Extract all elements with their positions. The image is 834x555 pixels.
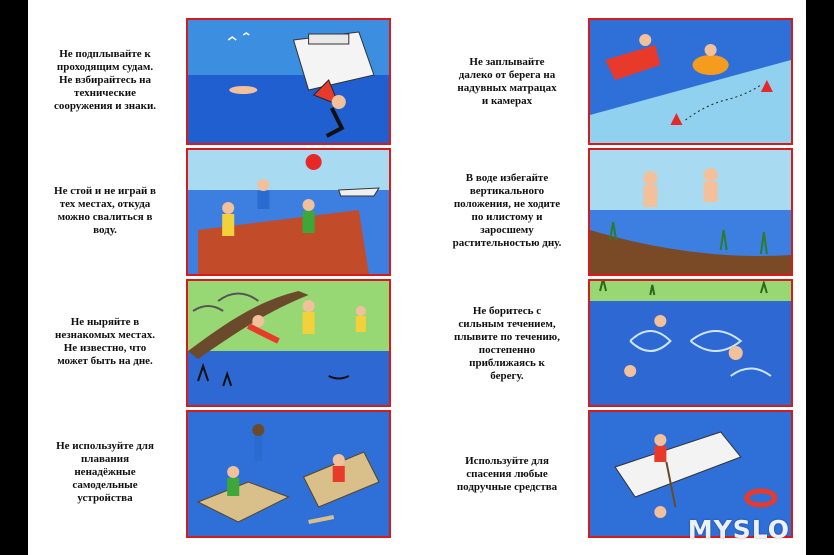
- illustration-muddy-bottom: [588, 148, 793, 276]
- illustration-inflatables: [588, 18, 793, 145]
- caption-left-4: Не используйте для плавания ненадёжные самодельные устройства: [56, 440, 154, 504]
- caption-right-1: Не заплывайте далеко от берега на надувных матрацах и камерах: [457, 56, 557, 107]
- illustration-rafts: [186, 410, 391, 538]
- caption-right-4: Используйте для спасения любые подручные средства: [456, 455, 558, 493]
- illustration-pier-ball: [186, 148, 391, 276]
- caption-right-2: В воде избегайте вертикального положения, не ходите по илистому и заросшему растительностью дну.: [452, 172, 562, 249]
- illustration-current: [588, 279, 793, 407]
- illustration-ship-buoy: [186, 18, 391, 145]
- caption-left-3: Не ныряйте в незнакомых местах. Не известно, что может быть на дне.: [55, 316, 155, 367]
- caption-left-2: Не стой и не играй в тех местах, откуда можно свалиться в воду.: [54, 185, 156, 236]
- caption-right-3: Не боритесь с сильным течением, плывите по течению, постепенно приближаясь к берегу.: [454, 305, 560, 382]
- watermark: MYSLO: [687, 515, 790, 544]
- poster-sheet: [28, 0, 806, 555]
- illustration-diving-tree: [186, 279, 391, 407]
- caption-left-1: Не подплывайте к проходящим судам. Не взбирайтесь на технические сооружения и знаки.: [53, 48, 157, 112]
